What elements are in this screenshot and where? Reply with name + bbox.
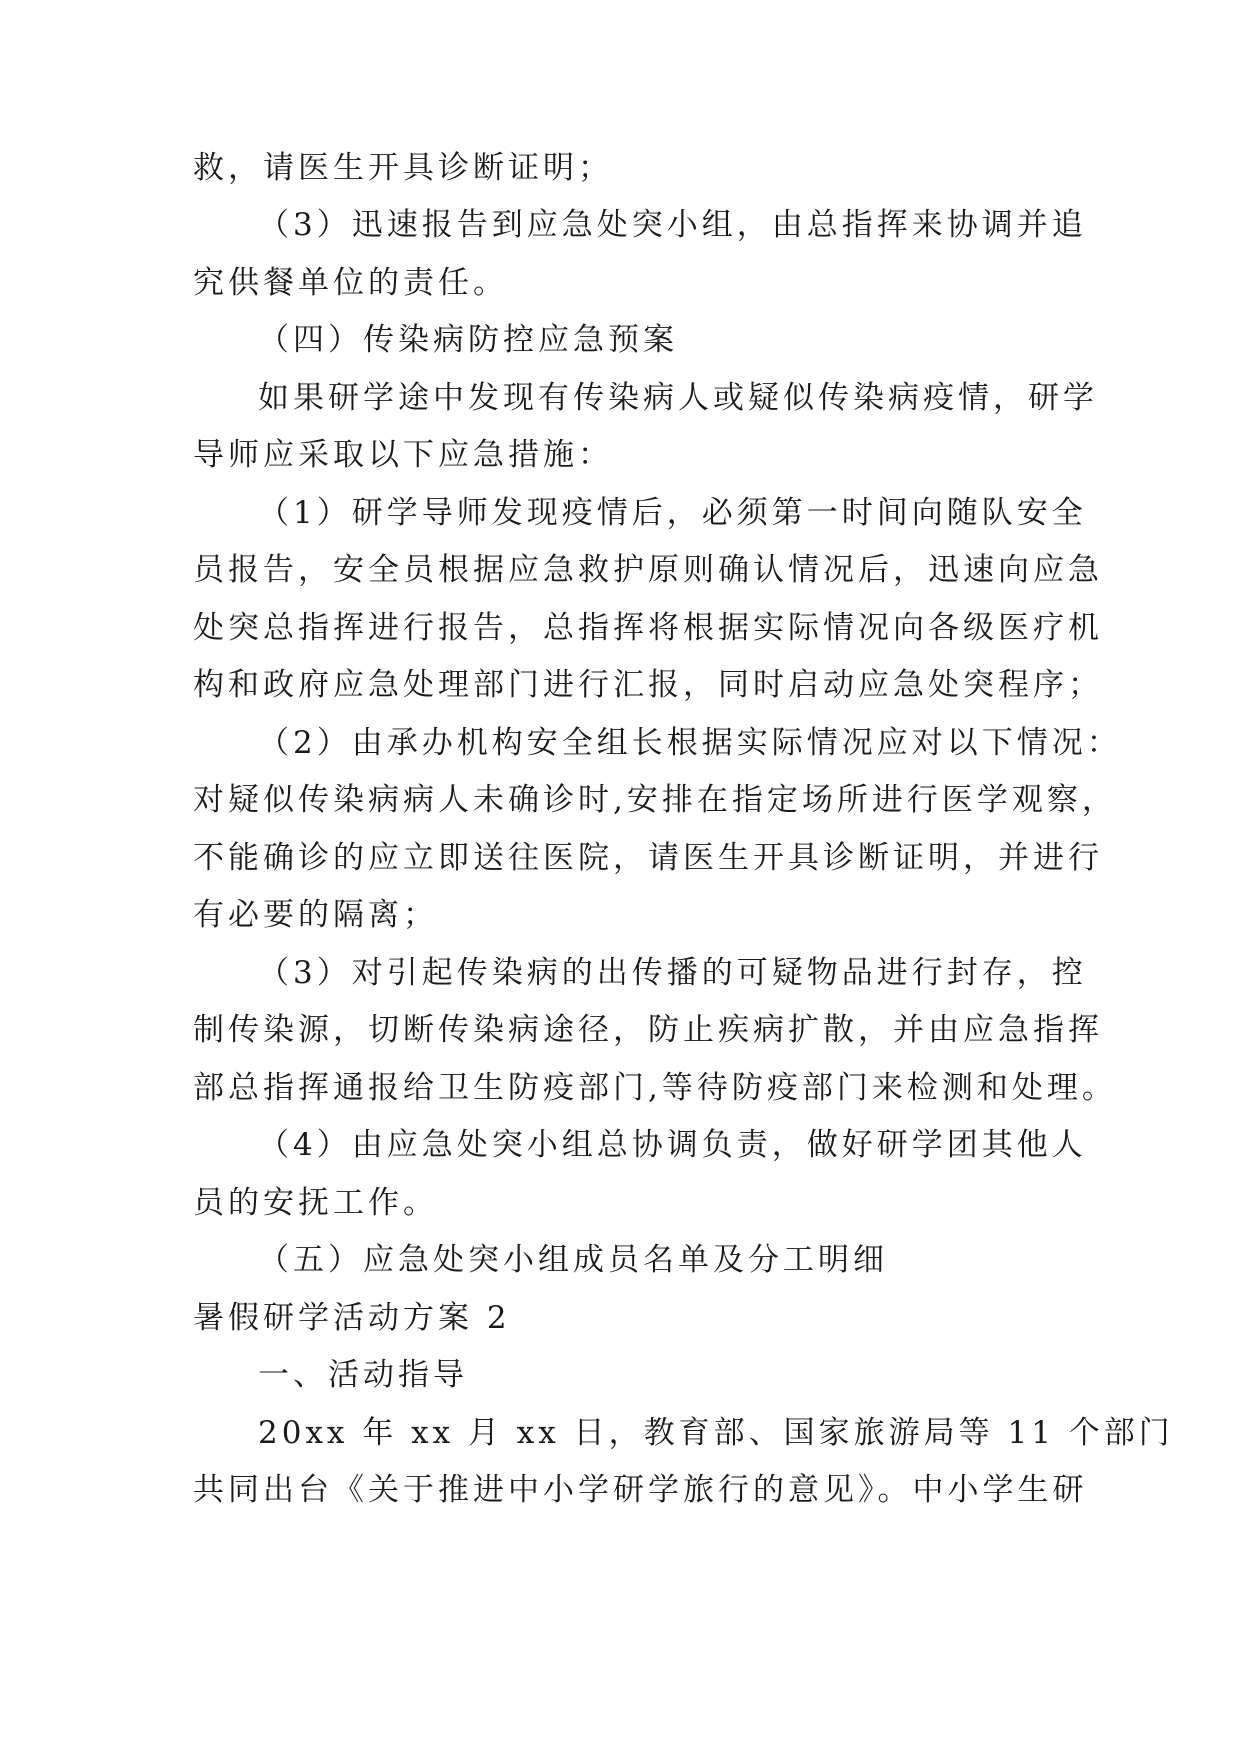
text-line-13: 不能确诊的应立即送往医院，请医生开具诊断证明，并进行 xyxy=(193,840,1103,876)
text-line-15: （3）对引起传染病的出传播的可疑物品进行封存，控 xyxy=(258,955,1087,991)
text-line-6: 导师应采取以下应急措施： xyxy=(193,437,613,473)
text-line-11: （2）由承办机构安全组长根据实际情况应对以下情况： xyxy=(258,725,1122,761)
text-line-10: 构和政府应急处理部门进行汇报，同时启动应急处突程序； xyxy=(193,667,1103,703)
document-title: 暑假研学活动方案 2 xyxy=(193,1300,511,1336)
section-heading-5: （五）应急处突小组成员名单及分工明细 xyxy=(258,1242,888,1278)
text-line-5: 如果研学途中发现有传染病人或疑似传染病疫情，研学 xyxy=(258,380,1098,416)
text-line-24: 共同出台《关于推进中小学研学旅行的意见》。中小学生研 xyxy=(193,1472,1088,1508)
text-line-19: 员的安抚工作。 xyxy=(193,1185,438,1221)
section-heading-4: （四）传染病防控应急预案 xyxy=(258,322,678,358)
text-line-12: 对疑似传染病病人未确诊时,安排在指定场所进行医学观察， xyxy=(193,782,1117,818)
text-line-7: （1）研学导师发现疫情后，必须第一时间向随队安全 xyxy=(258,495,1087,531)
text-line-2: （3）迅速报告到应急处突小组，由总指挥来协调并追 xyxy=(258,207,1087,243)
text-line-18: （4）由应急处突小组总协调负责，做好研学团其他人 xyxy=(258,1127,1087,1163)
text-line-17: 部总指挥通报给卫生防疫部门,等待防疫部门来检测和处理。 xyxy=(193,1070,1117,1106)
text-line-1: 救，请医生开具诊断证明； xyxy=(193,150,613,186)
text-line-14: 有必要的隔离； xyxy=(193,897,438,933)
text-line-8: 员报告，安全员根据应急救护原则确认情况后，迅速向应急 xyxy=(193,552,1103,588)
text-line-16: 制传染源，切断传染病途径，防止疾病扩散，并由应急指挥 xyxy=(193,1012,1103,1048)
text-line-23: 20xx 年 xx 月 xx 日，教育部、国家旅游局等 11 个部门 xyxy=(258,1415,1174,1451)
section-heading-activity-guide: 一、活动指导 xyxy=(258,1357,468,1393)
text-line-3: 究供餐单位的责任。 xyxy=(193,265,508,301)
text-line-9: 处突总指挥进行报告，总指挥将根据实际情况向各级医疗机 xyxy=(193,610,1103,646)
